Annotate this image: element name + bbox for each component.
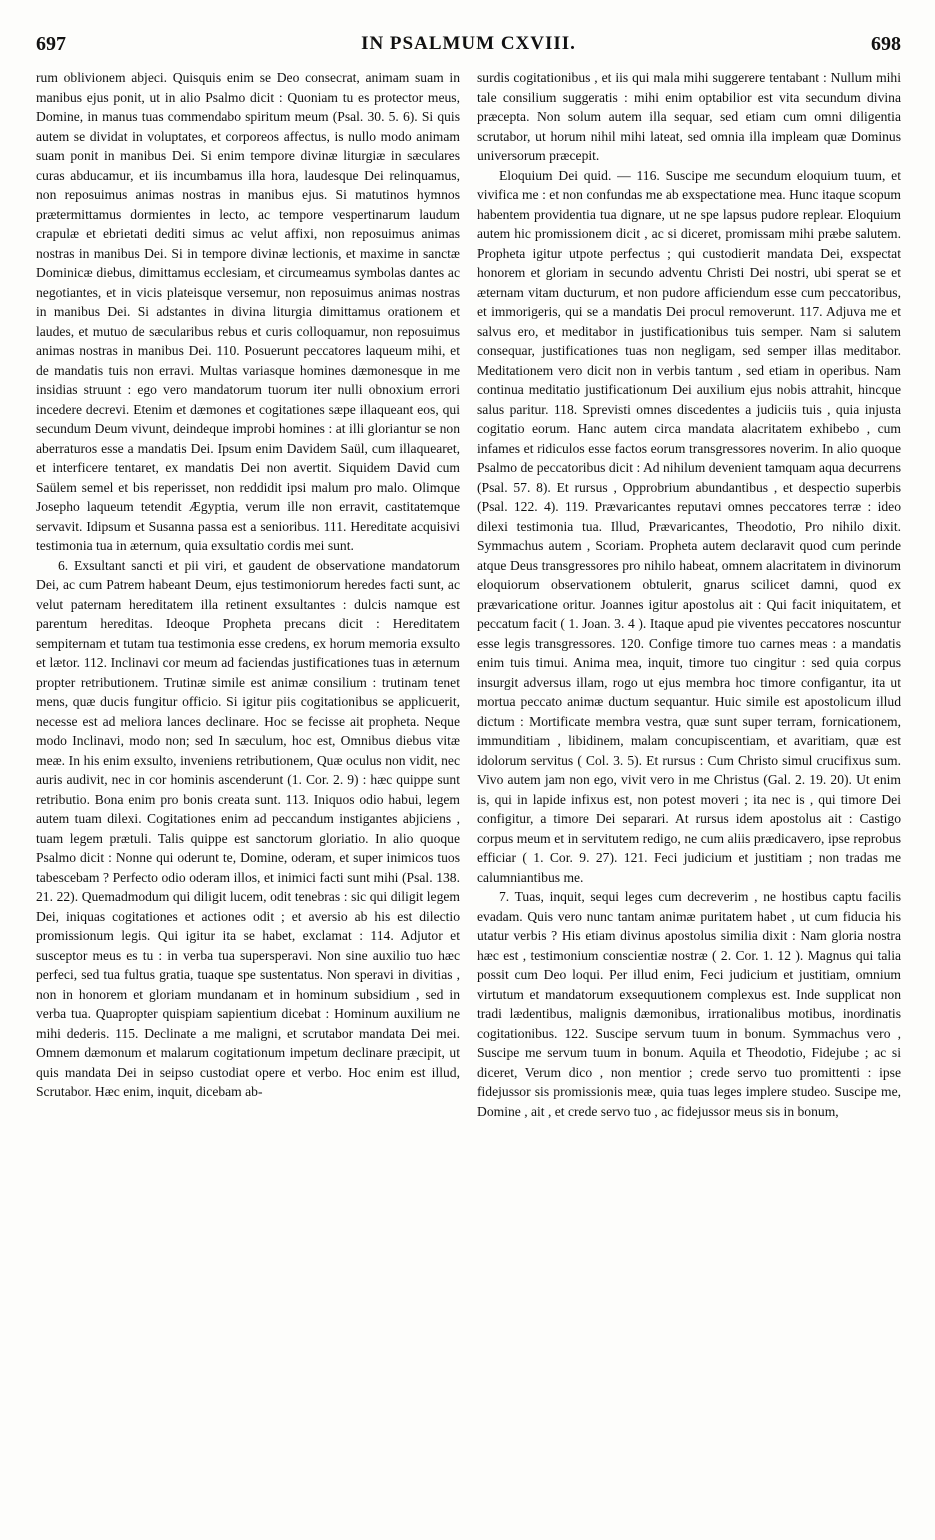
page-number-right: 698 [871, 33, 901, 55]
page-header [36, 33, 901, 59]
right-column [477, 68, 901, 1528]
page-number-left: 697 [36, 33, 66, 55]
running-title: IN PSALMUM CXVIII. [361, 33, 576, 54]
left-paragraph-2: 6. Exsultant sancti et pii viri, et gaudent de observatione mandatorum Dei, ac cum Patrem habeant Deum, ejus testimoniorum heredes facti sunt, ac velut paternam hereditatem illa retinent exsultantes : dulcis namque est parentum hereditas. Ideoque Propheta precans dicit : Hereditatem sempiternam et tutam tua testimonia esse credens, ex horum memoria exsulto et lætor. 112. Inclinavi cor meum ad faciendas justificationes tuas in æternum propter retributionem. Trutinæ simile est animæ consilium : trutinam tenet mens, quæ ducis fungitur officio. Si igitur piis cogitationibus se applicuerit, necesse est ad meliora lances declinare. Hoc se fecisse ait propheta. Neque modo Inclinavi, modo non; sed In sæculum, hoc est, Omnibus diebus vitæ meæ. In his enim exsulto, inveniens retributionem, Quæ oculus non vidit, nec auris audivit, nec in cor hominis ascenderunt (1. Cor. 2. 9) : hæc quippe sunt retributio. Bona enim pro bonis creata sunt. 113. Iniquos odio habui, legem autem tuam dilexi. Cogitationes enim ad peccandum instigantes abjiciens , tuam legem prætuli. Talis quippe est sanctorum gloriatio. In alio quoque Psalmo dicit : Nonne qui oderunt te, Domine, oderam, et super inimicos tuos tabescebam ? Perfecto odio oderam illos, et inimici facti sunt mihi (Psal. 138. 21. 22). Quemadmodum qui diligit lucem, odit tenebras : sic qui diligit legem Dei, iniquas cogitationes et actiones odit ; et aversio ab his est dilectio promissionum legis. Qui igitur ita se habet, exclamat : 114. Adjutor et susceptor meus es tu : in verba tua supersperavi. Non sine auxilio tuo hæc perfeci, sed tua fultus gratia, tuaque spe sustentatus. Non speravi in divitias , non in honorem et gloriam mundanam et in hominum subsidium , sed in verba tua. Quapropter quispiam sapientium dicebat : Hominum auxilium ne mihi dederis. 115. Declinate a me maligni, et scrutabor mandata Dei mei. Omnem dæmonum et malarum cogitationum impetum declinare præcipit, ut quis mandata Dei in seipso custodiat opere et verbo. Hoc enim est illud, Scrutabor. Hæc enim, inquit, dicebam ab- [36, 557, 460, 1099]
left-paragraph-1: rum oblivionem abjeci. Quisquis enim se Deo consecrat, animam suam in manibus ejus ponit, ut in alio Psalmo dicit : Quoniam tu es protector meus, Domine, in manus tuas commendabo spiritum meum (Psal. 30. 5. 6). Si quis autem se dividat in voluptates, et corporeos affectus, is nullo modo animam suam ponit in manibus Dei. Si enim tempore divinæ liturgiæ in sæculares curas abducamur, et iis incumbamus illa hora, laudesque Dei relinquamus, non reposuimus animas nostras in manibus ejus. Si matutinos hymnos prætermittamus dormientes in lecto, ac tempore vespertinarum laudum crapulæ et ebrietati dediti simus ac velut affixi, non reposuimus animas nostras in manibus Dei. Si in tempore divinæ lectionis, et maxime in sanctæ Dominicæ diebus, dimittamus ecclesiam, et circumeamus symbolas dantes ac negotiantes, et in vicis plateisque versemur, non reposuimus animas nostras in manibus Dei. Si adstantes in divina liturgia dimittamus orationem et laudes, et mutuo de sæcularibus rebus et curis colloquamur, non reposuimus animas nostras in manibus Dei. 110. Posuerunt peccatores laqueum mihi, et de mandatis tuis non erravi. Multas variasque homines dæmonesque in me insidias struunt : ego vero mandatorum tuorum iter nulli obnoxium errori incedere decrevi. Etenim et dæmones et cogitationes sæpe illaqueant eos, qui secundum Deum vivunt, deindeque improbi homines : at illi gloriantur se non aberraturos esse a mandatis Dei. Ipsum enim Davidem Saül, cum illaquearet, et interficere tentaret, ex mandatis Dei non avertit. Siquidem David cum Saülem semel et bis reperisset, non reddidit ipsi malum pro malo. Olimque Josepho laqueum tetendit Ægyptia, verum ille non erravit, castitatemque servavit. Idipsum et Susanna passa est a senioribus. 111. Hereditate acquisivi testimonia tua in æternum, quia exsultatio cordis mei sunt. [36, 70, 460, 553]
right-paragraph-1: surdis cogitationibus , et iis qui mala mihi suggerere tentabant : Nullum mihi tale consilium suggeratis : mihi enim optabilior est vita secundum divina præcepta. Non solum autem illa sequar, sed etiam cum omni diligentia scrutabor, ut horum nihil mihi lateat, sed omnia illa impleam quæ Dominus universorum præcepit. [477, 70, 901, 163]
right-paragraph-2: Eloquium Dei quid. — 116. Suscipe me secundum eloquium tuum, et vivifica me : et non confundas me ab exspectatione mea. Hunc itaque scopum habentem providentia tua dignare, ut ne spe lapsus pudore replear. Eloquium autem hic promissionem dicit , ac si diceret, promissam mihi præbe salutem. Propheta igitur utpote perfectus ; qui custodierit mandata Dei, exspectat honorem et gloriam in secundo adventu Christi Dei nostri, ubi sperat se et æternam vitam ducturum, et non pudore afficiendum esse cum peccatoribus, et immorigeris, qui se a mandatis Dei procul removerunt. 117. Adjuva me et salvus ero, et meditabor in justificationibus tuis semper. Nam si salutem consequar, justificationes tuas non negligam, sed semper illas meditabor. Meditationem vero dicit non in verbis tantum , sed etiam in operibus. Nam continua meditatio justificationum Dei auxilium ejus nobis attrahit, hincque salus paritur. 118. Sprevisti omnes discedentes a judiciis tuis , quia injusta cogitatio eorum. Hanc autem circa mandata alacritatem exhibebo , cum infames et ridiculos esse factos eorum transgressores noverim. In alio quoque Psalmo de peccatoribus dicit : Ad nihilum devenient tamquam aqua decurrens (Psal. 57. 8). Et rursus , Opprobrium abundantibus , et despectio superbis (Psal. 122. 4). 119. Prævaricantes reputavi omnes peccatores terræ : ideo dilexi testimonia tua. Illud, Prævaricantes, Theodotio, Pro nihilo dixit. Symmachus autem , Scoriam. Propheta autem declaravit quod cum perinde atque Deus transgressores pro nihilo habeat, omnem alacritatem in divinorum eloquiorum observationem obtulerit, gnarus scilicet damni, quod ex prævaricatione oritur. Joannes igitur apostolus ait : Qui facit iniquitatem, et peccatum facit ( 1. Joan. 3. 4 ). Itaque apud pie viventes peccatores noscuntur esse legis transgressores. 120. Confige timore tuo carnes meas : a mandatis enim tuis timui. Anima mea, inquit, timore tuo cingitur : sed quia corpus insurgit adversus illam, rogo ut ejus membra hoc timore configantur, ita ut mortua peccato animæ ductum sequantur. Huic simile est apostolicum illud dictum : Mortificate membra vestra, quæ sunt super terram, fornicationem, immunditiam , libidinem, malam concupiscentiam, et avaritiam, quæ est idolorum servitus ( Col. 3. 5). Et rursus : Cum Christo simul crucifixus sum. Vivo autem jam non ego, vivit vero in me Christus (Gal. 2. 19. 20). Ut enim is, qui in lapide infixus est, non potest moveri ; ita nec is , qui timore Dei configitur, a timore Dei separari. At rursus idem apostolus ait : Castigo corpus meum et in servitutem redigo, ne cum aliis prædicavero, ipse reprobus efficiar ( 1. Cor. 9. 27). 121. Feci judicium et justitiam ; non tradas me calumniantibus me. [477, 167, 901, 885]
left-column [36, 68, 460, 1528]
right-paragraph-3: 7. Tuas, inquit, sequi leges cum decreverim , ne hostibus captu facilis evadam. Quis vero nunc tantam animæ puritatem habet , ut cum fiducia his utatur verbis ? His etiam divinus apostolus similia dixit : Nam gloria nostra hæc est , testimonium conscientiæ nostræ ( 2. Cor. 1. 12 ). Magnus qui talia possit cum Deo loqui. Per illud enim, Feci judicium et justitiam, omnium virtutum et mandatorum exsequutionem complexus est. Inde supplicat non tradi lædentibus, malignis dæmonibus, irrationalibus motibus, inordinatis cogitationibus. 122. Suscipe servum tuum in bonum. Symmachus vero , Suscipe me servum tuum in bonum. Aquila et Theodotio, Fidejube ; ac si diceret, Verum dico , non mentior ; crede servo tuo promittenti : ipse fidejussor sis promissionis meæ, quia tuas leges implere studeo. Suscipe me, Domine , ait , et crede servo tuo , ac fidejussor meus sis in bonum, [477, 889, 901, 1119]
